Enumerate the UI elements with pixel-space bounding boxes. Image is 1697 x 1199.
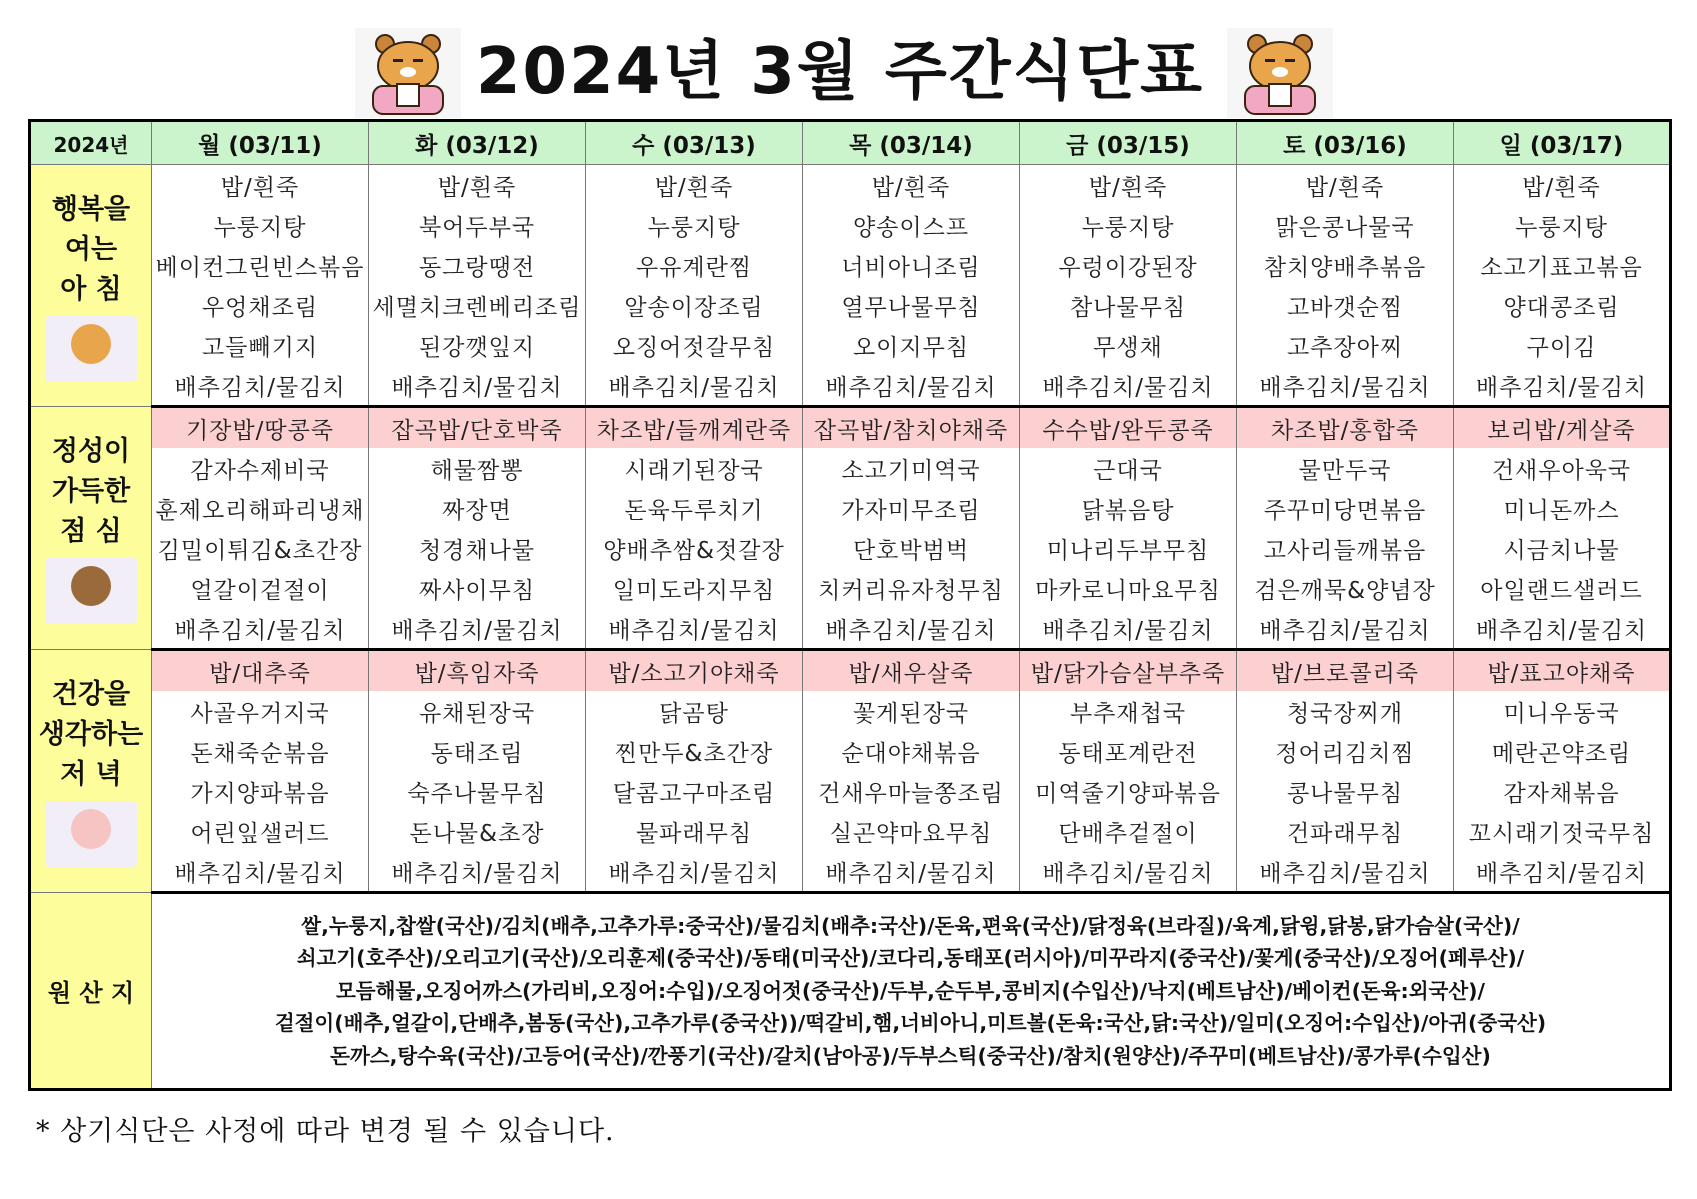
- menu-item: 잡곡밥/단호박죽: [369, 407, 586, 449]
- menu-item: 밥/흰죽: [803, 165, 1020, 206]
- meal-label-line: 가득한: [51, 476, 131, 507]
- menu-item: 배추김치/물김치: [1237, 365, 1454, 407]
- origin-text: [152, 893, 1671, 1090]
- menu-item: 달콤고구마조림: [586, 771, 803, 811]
- dinner-label: [30, 650, 152, 893]
- menu-item: 배추김치/물김치: [152, 851, 369, 893]
- menu-item: 밥/닭가슴살부추죽: [1020, 650, 1237, 692]
- lunch-row: [30, 568, 1671, 608]
- lunch-row: [30, 407, 1671, 449]
- menu-item: 배추김치/물김치: [586, 851, 803, 893]
- meal-label-line: 점 심: [60, 516, 122, 547]
- menu-item: 밥/소고기야채죽: [586, 650, 803, 692]
- menu-item: 검은깨묵&양념장: [1237, 568, 1454, 608]
- menu-item: 동태조림: [369, 731, 586, 771]
- menu-item: 건새우아욱국: [1454, 448, 1671, 488]
- menu-item: 양배추쌈&젓갈장: [586, 528, 803, 568]
- menu-item: 실곤약마요무침: [803, 811, 1020, 851]
- menu-item: 참나물무침: [1020, 285, 1237, 325]
- lunch-row: [30, 608, 1671, 650]
- bear-mascot-icon: [1227, 28, 1333, 118]
- dinner-row: [30, 650, 1671, 692]
- menu-item: 고추장아찌: [1237, 325, 1454, 365]
- menu-item: 미역줄기양파볶음: [1020, 771, 1237, 811]
- menu-item: 배추김치/물김치: [1020, 851, 1237, 893]
- menu-item: 고바갯순찜: [1237, 285, 1454, 325]
- menu-item: 참치양배추볶음: [1237, 245, 1454, 285]
- menu-item: 구이김: [1454, 325, 1671, 365]
- menu-item: 보리밥/게살죽: [1454, 407, 1671, 449]
- menu-item: 유채된장국: [369, 691, 586, 731]
- menu-item: 찐만두&초간장: [586, 731, 803, 771]
- menu-item: 사골우거지국: [152, 691, 369, 731]
- menu-item: 우렁이강된장: [1020, 245, 1237, 285]
- menu-item: 열무나물무침: [803, 285, 1020, 325]
- origin-line: 겉절이(배추,얼갈이,단배추,봄동(국산),고추가루(중국산))/떡갈비,햄,너비아니,미트볼(돈육:국산,닭:국산)/일미(오징어:수입산)/아귀(중국산): [274, 1011, 1547, 1036]
- menu-item: 소고기미역국: [803, 448, 1020, 488]
- menu-item: 맑은콩나물국: [1237, 205, 1454, 245]
- day-header: 일 (03/17): [1454, 121, 1671, 165]
- menu-item: 해물짬뽕: [369, 448, 586, 488]
- menu-item: 미니돈까스: [1454, 488, 1671, 528]
- day-header: 수 (03/13): [586, 121, 803, 165]
- title-area: [0, 22, 1697, 114]
- breakfast-row: [30, 165, 1671, 206]
- menu-item: 배추김치/물김치: [369, 851, 586, 893]
- menu-item: 배추김치/물김치: [369, 608, 586, 650]
- origin-line: 쇠고기(호주산)/오리고기(국산)/오리훈제(중국산)/동태(미국산)/코다리,동태포(러시아)/미꾸라지(중국산)/꽃게(중국산)/오징어(페루산)/: [296, 946, 1525, 971]
- menu-item: 밥/흰죽: [1020, 165, 1237, 206]
- menu-item: 밥/흑임자죽: [369, 650, 586, 692]
- menu-item: 훈제오리해파리냉채: [152, 488, 369, 528]
- menu-item: 감자수제비국: [152, 448, 369, 488]
- menu-item: 배추김치/물김치: [586, 365, 803, 407]
- menu-item: 닭곰탕: [586, 691, 803, 731]
- menu-item: 배추김치/물김치: [1020, 365, 1237, 407]
- breakfast-row: [30, 205, 1671, 245]
- menu-item: 돈나물&초장: [369, 811, 586, 851]
- meal-label-line: 여는: [64, 233, 118, 265]
- menu-item: 숙주나물무침: [369, 771, 586, 811]
- meal-label-line: 아 침: [60, 273, 122, 305]
- breakfast-label: [30, 165, 152, 407]
- menu-item: 양대콩조림: [1454, 285, 1671, 325]
- menu-item: 북어두부국: [369, 205, 586, 245]
- menu-item: 배추김치/물김치: [803, 365, 1020, 407]
- page-title: 2024년 3월 주간식단표: [476, 35, 1204, 109]
- menu-item: 순대야채볶음: [803, 731, 1020, 771]
- menu-item: 정어리김치찜: [1237, 731, 1454, 771]
- menu-item: 양송이스프: [803, 205, 1020, 245]
- menu-item: 세멸치크렌베리조림: [369, 285, 586, 325]
- menu-item: 밥/대추죽: [152, 650, 369, 692]
- menu-item: 김밀이튀김&초간장: [152, 528, 369, 568]
- dinner-row: [30, 691, 1671, 731]
- origin-line: 돈까스,탕수육(국산)/고등어(국산)/깐풍기(국산)/갈치(남아공)/두부스틱(중국산)/참치(원양산)/주꾸미(베트남산)/콩가루(수입산): [330, 1043, 1491, 1068]
- menu-item: 된강깻잎지: [369, 325, 586, 365]
- menu-item: 짜장면: [369, 488, 586, 528]
- menu-item: 밥/표고야채죽: [1454, 650, 1671, 692]
- lunch-row: [30, 488, 1671, 528]
- lunch-label: [30, 407, 152, 650]
- menu-item: 동그랑땡전: [369, 245, 586, 285]
- menu-item: 일미도라지무침: [586, 568, 803, 608]
- menu-item: 청경채나물: [369, 528, 586, 568]
- menu-item: 어린잎샐러드: [152, 811, 369, 851]
- sticker-face: [71, 566, 111, 606]
- meal-label-line: 생각하는: [38, 719, 144, 750]
- menu-item: 차조밥/홍합죽: [1237, 407, 1454, 449]
- menu-item: 주꾸미당면볶음: [1237, 488, 1454, 528]
- footnote: * 상기식단은 사정에 따라 변경 될 수 있습니다.: [36, 1116, 615, 1147]
- menu-item: 가자미무조림: [803, 488, 1020, 528]
- menu-item: 감자채볶음: [1454, 771, 1671, 811]
- weekly-menu-table: [28, 119, 1672, 1091]
- bear-sticker-icon: [45, 316, 137, 382]
- meal-label-line: 건강을: [51, 679, 131, 710]
- menu-item: 잡곡밥/참치야채죽: [803, 407, 1020, 449]
- menu-item: 밥/흰죽: [1237, 165, 1454, 206]
- year-header: 2024년: [30, 121, 152, 165]
- dinner-row: [30, 771, 1671, 811]
- menu-item: 꽃게된장국: [803, 691, 1020, 731]
- menu-item: 건새우마늘쫑조림: [803, 771, 1020, 811]
- menu-item: 배추김치/물김치: [1454, 365, 1671, 407]
- header-row: [30, 121, 1671, 165]
- sticker-face: [71, 324, 111, 364]
- day-header: 화 (03/12): [369, 121, 586, 165]
- breakfast-row: [30, 325, 1671, 365]
- menu-item: 마카로니마요무침: [1020, 568, 1237, 608]
- menu-item: 베이컨그린빈스볶음: [152, 245, 369, 285]
- menu-item: 밥/브로콜리죽: [1237, 650, 1454, 692]
- menu-item: 물만두국: [1237, 448, 1454, 488]
- menu-item: 오이지무침: [803, 325, 1020, 365]
- menu-item: 닭볶음탕: [1020, 488, 1237, 528]
- menu-item: 돈육두루치기: [586, 488, 803, 528]
- menu-item: 메란곤약조림: [1454, 731, 1671, 771]
- menu-item: 배추김치/물김치: [803, 608, 1020, 650]
- menu-item: 수수밥/완두콩죽: [1020, 407, 1237, 449]
- dinner-row: [30, 811, 1671, 851]
- day-header: 토 (03/16): [1237, 121, 1454, 165]
- menu-item: 우엉채조림: [152, 285, 369, 325]
- menu-item: 너비아니조림: [803, 245, 1020, 285]
- menu-item: 얼갈이겉절이: [152, 568, 369, 608]
- menu-item: 소고기표고볶음: [1454, 245, 1671, 285]
- menu-item: 배추김치/물김치: [1020, 608, 1237, 650]
- origin-row: [30, 893, 1671, 1090]
- menu-item: 미나리두부무침: [1020, 528, 1237, 568]
- origin-line: 쌀,누룽지,찹쌀(국산)/김치(배추,고추가루:중국산)/물김치(배추:국산)/돈육,편육(국산)/닭정육(브라질)/육계,닭윙,닭봉,닭가슴살(국산)/: [301, 913, 1520, 938]
- origin-label: 원 산 지: [30, 893, 152, 1090]
- menu-item: 미니우동국: [1454, 691, 1671, 731]
- menu-item: 치커리유자청무침: [803, 568, 1020, 608]
- menu-item: 시래기된장국: [586, 448, 803, 488]
- menu-item: 누룽지탕: [1020, 205, 1237, 245]
- menu-item: 단배추겉절이: [1020, 811, 1237, 851]
- menu-item: 근대국: [1020, 448, 1237, 488]
- menu-item: 청국장찌개: [1237, 691, 1454, 731]
- menu-item: 알송이장조림: [586, 285, 803, 325]
- menu-item: 아일랜드샐러드: [1454, 568, 1671, 608]
- menu-item: 배추김치/물김치: [152, 608, 369, 650]
- day-header: 목 (03/14): [803, 121, 1020, 165]
- menu-item: 짜사이무침: [369, 568, 586, 608]
- menu-item: 밥/흰죽: [369, 165, 586, 206]
- menu-item: 배추김치/물김치: [586, 608, 803, 650]
- day-header: 금 (03/15): [1020, 121, 1237, 165]
- menu-item: 무생채: [1020, 325, 1237, 365]
- menu-item: 차조밥/들깨계란죽: [586, 407, 803, 449]
- menu-item: 배추김치/물김치: [369, 365, 586, 407]
- menu-item: 밥/흰죽: [1454, 165, 1671, 206]
- dinner-row: [30, 731, 1671, 771]
- menu-item: 꼬시래기젓국무침: [1454, 811, 1671, 851]
- menu-item: 배추김치/물김치: [1237, 608, 1454, 650]
- breakfast-row: [30, 245, 1671, 285]
- dinner-row: [30, 851, 1671, 893]
- menu-item: 누룽지탕: [586, 205, 803, 245]
- breakfast-row: [30, 365, 1671, 407]
- lunch-row: [30, 528, 1671, 568]
- peach-sticker-icon: [45, 801, 137, 867]
- day-header: 월 (03/11): [152, 121, 369, 165]
- menu-item: 밥/흰죽: [152, 165, 369, 206]
- meal-label-line: 행복을: [51, 193, 131, 225]
- menu-item: 고들빼기지: [152, 325, 369, 365]
- menu-item: 밥/흰죽: [586, 165, 803, 206]
- menu-item: 누룽지탕: [152, 205, 369, 245]
- meal-label-line: 저 녁: [60, 759, 122, 790]
- menu-item: 물파래무침: [586, 811, 803, 851]
- origin-line: 모듬해물,오징어까스(가리비,오징어:수입)/오징어젓(중국산)/두부,순두부,콩비지(수입산)/낙지(베트남산)/베이컨(돈육:외국산)/: [335, 978, 1486, 1003]
- lunch-row: [30, 448, 1671, 488]
- menu-item: 밥/새우살죽: [803, 650, 1020, 692]
- menu-item: 동태포계란전: [1020, 731, 1237, 771]
- menu-item: 배추김치/물김치: [152, 365, 369, 407]
- menu-item: 가지양파볶음: [152, 771, 369, 811]
- menu-item: 기장밥/땅콩죽: [152, 407, 369, 449]
- menu-item: 시금치나물: [1454, 528, 1671, 568]
- sticker-face: [71, 809, 111, 849]
- menu-item: 배추김치/물김치: [1454, 608, 1671, 650]
- menu-item: 돈채죽순볶음: [152, 731, 369, 771]
- menu-item: 고사리들깨볶음: [1237, 528, 1454, 568]
- meal-label-line: 정성이: [51, 436, 131, 467]
- menu-item: 오징어젓갈무침: [586, 325, 803, 365]
- menu-item: 우유계란찜: [586, 245, 803, 285]
- menu-item: 배추김치/물김치: [1454, 851, 1671, 893]
- menu-item: 건파래무침: [1237, 811, 1454, 851]
- breakfast-row: [30, 285, 1671, 325]
- menu-item: 배추김치/물김치: [1237, 851, 1454, 893]
- menu-item: 배추김치/물김치: [803, 851, 1020, 893]
- menu-item: 누룽지탕: [1454, 205, 1671, 245]
- menu-item: 단호박범벅: [803, 528, 1020, 568]
- menu-item: 부추재첩국: [1020, 691, 1237, 731]
- dog-sticker-icon: [45, 558, 137, 624]
- menu-item: 콩나물무침: [1237, 771, 1454, 811]
